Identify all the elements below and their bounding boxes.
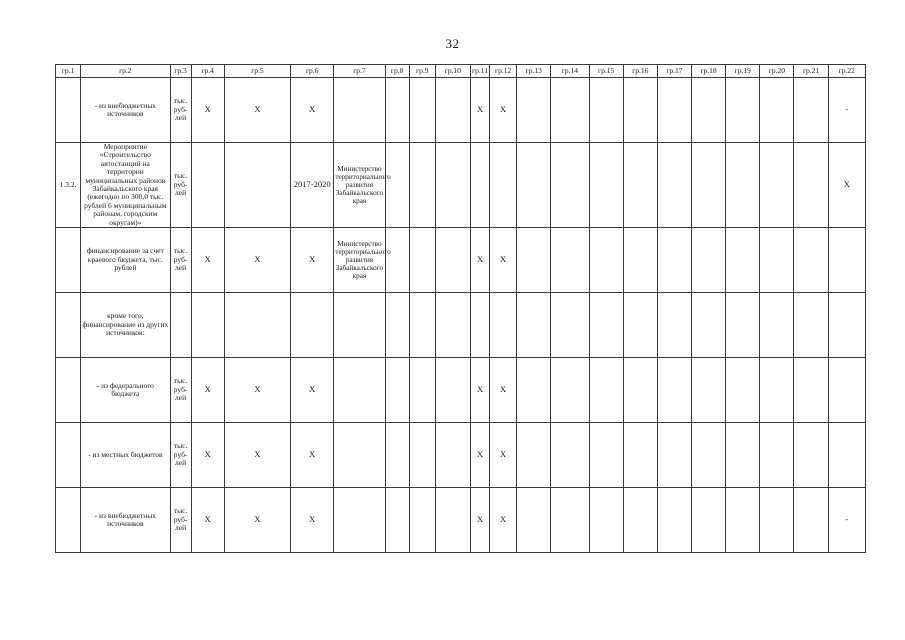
cell-gr-14 [551,292,589,357]
cell-gr-19 [726,78,760,143]
cell-gr-12: X [490,78,517,143]
cell-gr-15 [589,292,623,357]
page-number: 32 [445,36,460,51]
column-header: гр.9 [409,65,435,78]
cell-gr-16 [623,487,657,552]
cell-gr-18 [692,422,726,487]
cell-gr-5 [224,143,290,228]
row-activity-1-3-2 [56,143,866,228]
cell-gr-2: финансирование за счет краевого бюджета, тыс. рублей [81,227,170,292]
cell-gr-3: тыс. руб-лей [170,143,191,228]
cell-gr-8 [385,78,409,143]
cell-gr-16 [623,357,657,422]
cell-gr-6: X [291,227,334,292]
cell-gr-10 [435,487,470,552]
cell-gr-17 [657,357,691,422]
cell-gr-22: - [828,78,865,143]
program-table [55,64,866,553]
column-header: гр.18 [692,65,726,78]
cell-gr-10 [435,143,470,228]
cell-gr-1 [56,422,81,487]
cell-gr-21 [794,78,828,143]
cell-gr-20 [760,357,794,422]
cell-gr-19 [726,487,760,552]
cell-gr-16 [623,78,657,143]
cell-gr-17 [657,227,691,292]
cell-gr-19 [726,227,760,292]
cell-gr-22: X [828,143,865,228]
cell-gr-11: X [470,422,489,487]
cell-gr-20 [760,78,794,143]
cell-gr-11 [470,143,489,228]
cell-gr-8 [385,422,409,487]
cell-gr-13 [517,143,551,228]
cell-gr-4: X [191,357,224,422]
cell-gr-14 [551,143,589,228]
cell-gr-7 [334,292,385,357]
cell-gr-13 [517,422,551,487]
column-header: гр.5 [224,65,290,78]
cell-gr-12: X [490,357,517,422]
column-header: гр.13 [517,65,551,78]
column-header: гр.4 [191,65,224,78]
cell-gr-1 [56,487,81,552]
cell-gr-3: тыс. руб-лей [170,422,191,487]
cell-gr-7 [334,357,385,422]
cell-gr-7: Министерство территориального развития Забайкальского края [334,227,385,292]
cell-gr-5: X [224,487,290,552]
cell-gr-21 [794,357,828,422]
cell-gr-8 [385,227,409,292]
row-federal-budget [56,357,866,422]
cell-gr-12: X [490,487,517,552]
cell-gr-6: X [291,78,334,143]
cell-gr-20 [760,487,794,552]
column-header: гр.15 [589,65,623,78]
cell-gr-6: X [291,422,334,487]
cell-gr-2: - из федерального бюджета [81,357,170,422]
row-regional-budget-financing [56,227,866,292]
cell-gr-22 [828,357,865,422]
cell-gr-10 [435,227,470,292]
cell-gr-18 [692,143,726,228]
cell-gr-2: - из местных бюджетов [81,422,170,487]
column-header: гр.14 [551,65,589,78]
column-header: гр.1 [56,65,81,78]
cell-gr-20 [760,143,794,228]
cell-gr-21 [794,143,828,228]
column-header: гр.8 [385,65,409,78]
cell-gr-8 [385,487,409,552]
cell-gr-21 [794,227,828,292]
cell-gr-3: тыс. руб-лей [170,357,191,422]
column-header: гр.6 [291,65,334,78]
cell-gr-14 [551,487,589,552]
cell-gr-15 [589,78,623,143]
cell-gr-1 [56,292,81,357]
cell-gr-4 [191,143,224,228]
cell-gr-13 [517,78,551,143]
cell-gr-1: 1.3.2. [56,143,81,228]
cell-gr-2: кроме того, финансирование из других источников: [81,292,170,357]
cell-gr-22: - [828,487,865,552]
column-header: гр.11 [470,65,489,78]
cell-gr-8 [385,357,409,422]
cell-gr-19 [726,422,760,487]
cell-gr-20 [760,292,794,357]
row-extrabudgetary-sources-2 [56,487,866,552]
cell-gr-10 [435,357,470,422]
cell-gr-15 [589,357,623,422]
column-header: гр.19 [726,65,760,78]
cell-gr-4 [191,292,224,357]
cell-gr-18 [692,292,726,357]
cell-gr-21 [794,487,828,552]
cell-gr-6 [291,292,334,357]
cell-gr-22 [828,422,865,487]
cell-gr-7 [334,78,385,143]
cell-gr-18 [692,487,726,552]
column-header: гр.16 [623,65,657,78]
cell-gr-17 [657,292,691,357]
cell-gr-3: тыс. руб-лей [170,227,191,292]
row-other-sources-financing [56,292,866,357]
cell-gr-15 [589,143,623,228]
cell-gr-15 [589,227,623,292]
cell-gr-2: - из внебюджетных источников [81,78,170,143]
cell-gr-21 [794,292,828,357]
cell-gr-13 [517,227,551,292]
cell-gr-15 [589,487,623,552]
cell-gr-18 [692,78,726,143]
cell-gr-12: X [490,227,517,292]
cell-gr-20 [760,422,794,487]
cell-gr-10 [435,422,470,487]
cell-gr-5: X [224,357,290,422]
cell-gr-6: X [291,487,334,552]
column-header: гр.10 [435,65,470,78]
cell-gr-5 [224,292,290,357]
column-header: гр.22 [828,65,865,78]
cell-gr-7 [334,422,385,487]
cell-gr-13 [517,357,551,422]
cell-gr-11: X [470,357,489,422]
cell-gr-19 [726,292,760,357]
cell-gr-19 [726,357,760,422]
cell-gr-22 [828,292,865,357]
cell-gr-4: X [191,78,224,143]
cell-gr-8 [385,292,409,357]
cell-gr-10 [435,78,470,143]
cell-gr-7 [334,487,385,552]
cell-gr-5: X [224,422,290,487]
cell-gr-16 [623,227,657,292]
cell-gr-17 [657,422,691,487]
cell-gr-13 [517,487,551,552]
cell-gr-17 [657,487,691,552]
cell-gr-3 [170,292,191,357]
column-header: гр.20 [760,65,794,78]
cell-gr-5: X [224,227,290,292]
cell-gr-7: Министерство территориального развития Забайкальского края [334,143,385,228]
cell-gr-10 [435,292,470,357]
cell-gr-14 [551,422,589,487]
cell-gr-22 [828,227,865,292]
cell-gr-6: 2017-2020 [291,143,334,228]
cell-gr-11: X [470,227,489,292]
cell-gr-11: X [470,487,489,552]
header-row [56,65,866,78]
column-header: гр.2 [81,65,170,78]
cell-gr-21 [794,422,828,487]
row-local-budgets [56,422,866,487]
column-header: гр.21 [794,65,828,78]
cell-gr-17 [657,143,691,228]
column-header: гр.12 [490,65,517,78]
cell-gr-11 [470,292,489,357]
cell-gr-2: Мероприятие «Строительство автостанций на территории муниципальных районов Забайкальского края (ежегодно по 300,0 тыс. рублей 6 муниципальным районам, городским округам)» [81,143,170,228]
cell-gr-8 [385,143,409,228]
cell-gr-12 [490,143,517,228]
cell-gr-18 [692,227,726,292]
cell-gr-16 [623,143,657,228]
column-header: гр.7 [334,65,385,78]
cell-gr-14 [551,357,589,422]
cell-gr-17 [657,78,691,143]
cell-gr-2: - из внебюджетных источников [81,487,170,552]
cell-gr-1 [56,227,81,292]
column-header: гр.3 [170,65,191,78]
cell-gr-13 [517,292,551,357]
cell-gr-9 [409,292,435,357]
cell-gr-18 [692,357,726,422]
cell-gr-6: X [291,357,334,422]
row-extrabudgetary-sources [56,78,866,143]
cell-gr-4: X [191,487,224,552]
cell-gr-9 [409,227,435,292]
cell-gr-15 [589,422,623,487]
cell-gr-9 [409,78,435,143]
cell-gr-3: тыс. руб-лей [170,487,191,552]
cell-gr-16 [623,422,657,487]
cell-gr-14 [551,227,589,292]
cell-gr-14 [551,78,589,143]
cell-gr-4: X [191,422,224,487]
cell-gr-9 [409,487,435,552]
cell-gr-19 [726,143,760,228]
cell-gr-9 [409,143,435,228]
cell-gr-5: X [224,78,290,143]
cell-gr-20 [760,227,794,292]
cell-gr-12: X [490,422,517,487]
cell-gr-4: X [191,227,224,292]
cell-gr-1 [56,78,81,143]
cell-gr-12 [490,292,517,357]
cell-gr-9 [409,357,435,422]
cell-gr-3: тыс. руб-лей [170,78,191,143]
cell-gr-11: X [470,78,489,143]
cell-gr-16 [623,292,657,357]
cell-gr-1 [56,357,81,422]
column-header: гр.17 [657,65,691,78]
cell-gr-9 [409,422,435,487]
